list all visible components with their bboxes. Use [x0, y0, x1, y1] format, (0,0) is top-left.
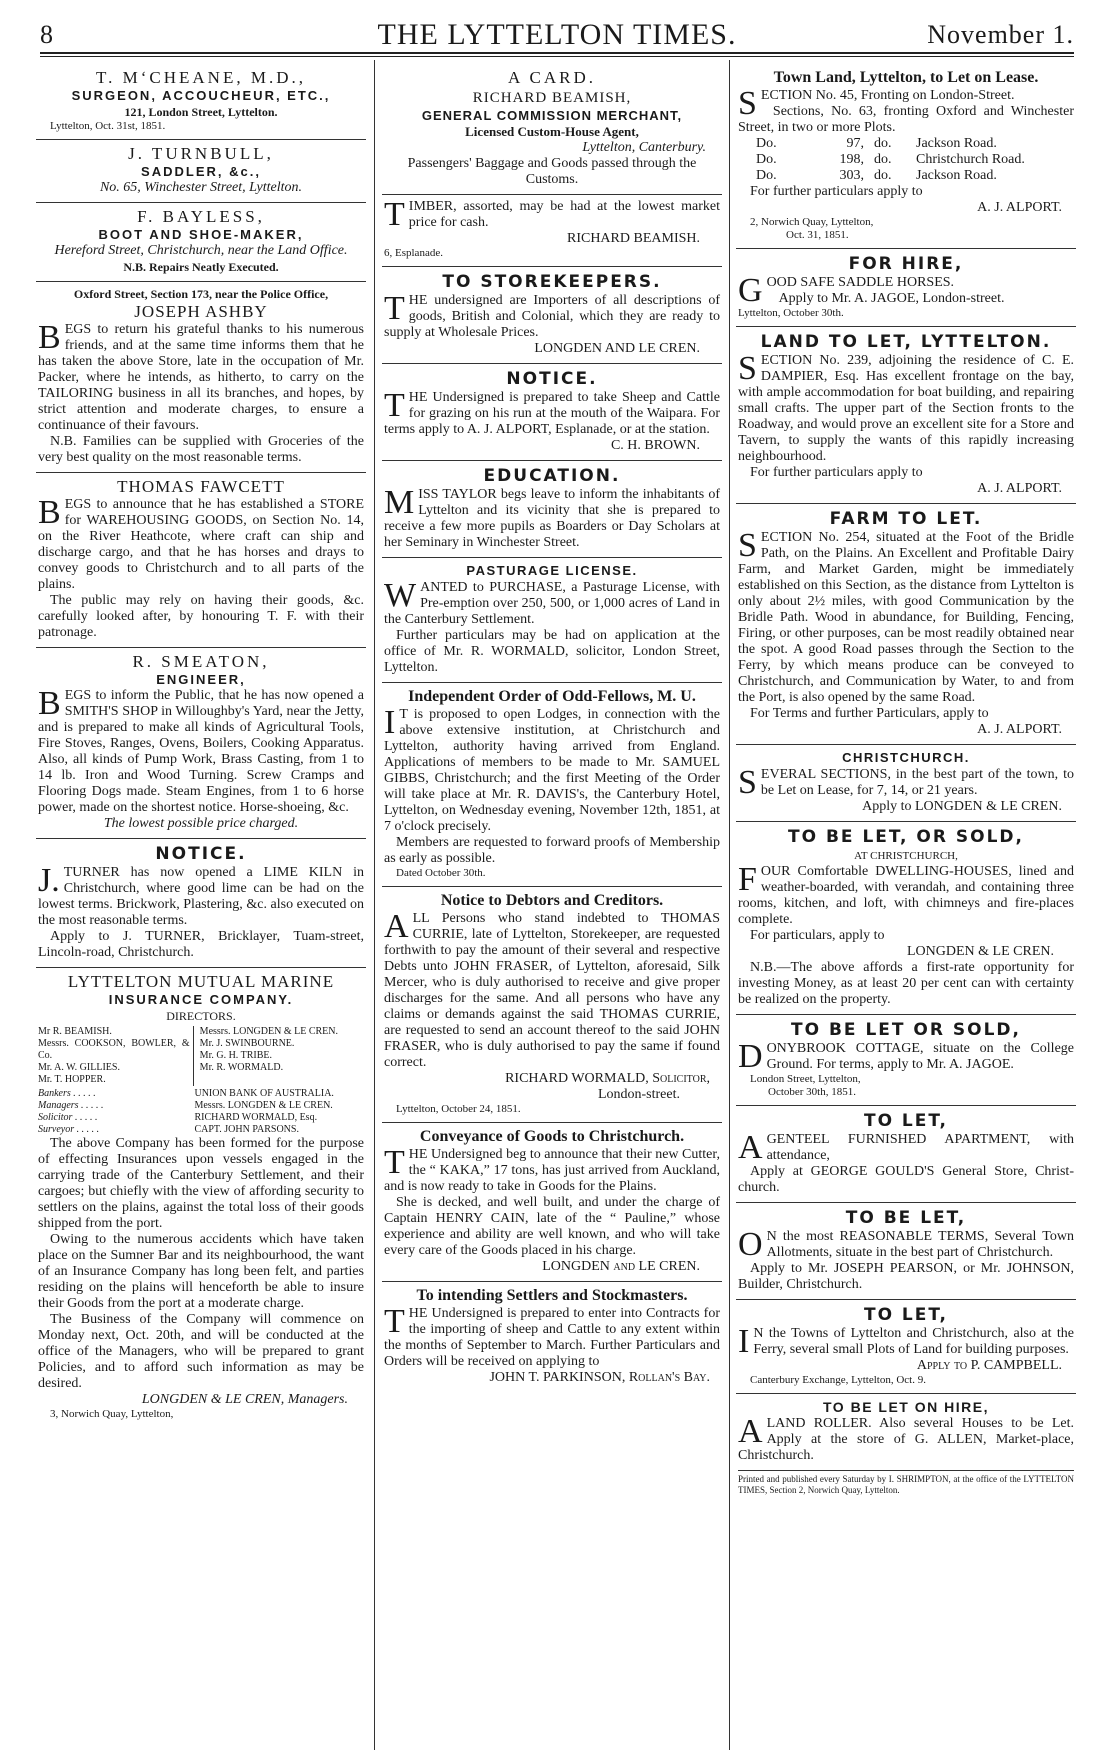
drop-cap: A — [738, 1413, 763, 1450]
ad-name: F. BAYLESS, — [137, 207, 265, 226]
plot-ditto-2: do. — [874, 152, 892, 167]
ad-heading: FARM TO LET. — [829, 509, 983, 529]
ad-body: Passengers' Baggage and Goods passed through the Customs. — [407, 156, 697, 187]
ad-reasonable-terms — [736, 1203, 1076, 1300]
ad-heading: TO LET, — [863, 1111, 949, 1131]
ad-signature: LONGDEN & LE CREN, Managers. — [141, 1392, 348, 1407]
issue-date: November 1. — [927, 20, 1074, 49]
drop-cap: S — [738, 85, 757, 122]
drop-cap: S — [738, 350, 757, 387]
ad-date: Lyttelton, October 24, 1851. — [396, 1103, 521, 1115]
ad-heading: A CARD. — [507, 68, 597, 87]
ad-address: London Street, Lyttelton, — [750, 1073, 861, 1085]
ad-body: ECTION No. 239, adjoining the residence of C. E. DAMPIER, Esq. Has excellent frontage on the bay, with ample accommodation for boat building, and repairing small crafts. The upper part of the Section fronts to the Roadway, and would prove an excellent site for a Store and Tavern, to supply the wants of this rapidly increasing neighbourhood. — [738, 353, 1074, 464]
masthead-rule — [40, 52, 1074, 54]
drop-cap: T — [384, 1144, 405, 1181]
director: Mr. T. HOPPER. — [38, 1074, 106, 1085]
ad-body-2: Sections, No. 63, fronting Oxford and Winchester Street, in two or more Plots. — [738, 104, 1074, 135]
ad-place: Lyttelton, Canterbury. — [582, 140, 706, 155]
ad-oddfellows — [382, 683, 722, 887]
ad-body-2: For further particulars apply to — [750, 465, 923, 480]
plot-number: 97, — [846, 136, 864, 151]
drop-cap: T — [384, 196, 405, 233]
ad-apartment — [736, 1106, 1076, 1203]
newspaper-title: THE LYTTELTON TIMES. — [377, 18, 737, 51]
drop-cap: O — [738, 1226, 763, 1263]
officer-row — [38, 1112, 364, 1124]
ad-body: T is proposed to open Lodges, in connection with the above extensive institution, at Christchurch and Lyttelton, authority having arrived from England. Applications of members to be made to Mr. SAMUEL GIBBS, Christchurch; and the first Meeting of the Order will take place at Mr. R. DAVIS's, the Canterbury Hotel, Lyttelton, on Wednesday evening, November 12th, 1851, at 7 o'clock precisely. — [384, 707, 720, 834]
ad-trade: GENERAL COMMISSION MERCHANT, — [421, 108, 683, 123]
ad-name: JOSEPH ASHBY — [134, 302, 268, 321]
drop-cap: G — [738, 272, 763, 309]
ad-turner-notice — [36, 839, 366, 968]
ad-ashby — [36, 282, 366, 473]
ad-heading: Independent Order of Odd-Fellows, M. U. — [408, 688, 696, 705]
ad-name: J. TURNBULL, — [128, 144, 274, 163]
ad-body: The above Company has been formed for the purpose of effecting Insurances upon vessels engaged in the carrying trade of the Canterbury Settlement, and their cargoes; but chiefly with the view of affording security to settlers on the plains, against the total loss of their goods shipped from the port. — [38, 1136, 364, 1231]
ad-body-2: For particulars, apply to — [750, 928, 885, 943]
ad-brown-notice — [382, 364, 722, 461]
drop-cap: B — [38, 685, 61, 722]
ad-body-2: Members are requested to forward proofs of Membership as early as possible. — [384, 835, 720, 866]
director: Mr. G. H. TRIBE. — [199, 1050, 272, 1061]
ad-heading: Conveyance of Goods to Christchurch. — [419, 1128, 685, 1145]
ad-land-roller — [736, 1394, 1076, 1502]
ad-signature: JOHN T. PARKINSON, Rollan's Bay. — [489, 1370, 710, 1385]
ad-address: 121, London Street, Lyttelton. — [124, 105, 278, 119]
ad-body-2: She is decked, and well built, and under the charge of Captain HENRY CAIN, late of the “ Pauline,” whose experience and ability are well known, and who will take every care of the Goods placed in his charge. — [384, 1195, 720, 1258]
drop-cap: T — [384, 1303, 405, 1340]
ad-body-2: Apply to P. CAMPBELL. — [916, 1358, 1062, 1373]
officer-role: Surveyor . . . . . — [38, 1124, 100, 1135]
ad-tagline: The lowest possible price charged. — [103, 816, 299, 831]
plot-row — [738, 168, 1074, 184]
plot-ditto: Do. — [756, 152, 777, 167]
ad-body-2: Further particulars may be had on application at the office of Mr. R. WORMALD, solicitor, London Street, Lyttelton. — [384, 628, 720, 675]
ad-let-or-sold — [736, 822, 1076, 1015]
ad-body: ISS TAYLOR begs leave to inform the inhabitants of Lyttelton and its vicinity that she is prepared to receive a few more pupils as Boarders or Day Scholars at her Seminary in Winchester Street. — [384, 487, 720, 550]
column-2 — [382, 64, 722, 1754]
plot-row — [738, 152, 1074, 168]
ad-heading: TO BE LET, — [845, 1208, 967, 1228]
officer-role: Managers . . . . . — [38, 1100, 104, 1111]
ad-heading: FOR HIRE, — [848, 254, 964, 274]
ad-beamish-card — [382, 64, 722, 195]
drop-cap: D — [738, 1038, 763, 1075]
ad-body: HE undersigned are Importers of all descriptions of goods, British and Colonial, which they are ready to supply at Wholesale Prices. — [384, 293, 720, 340]
plot-road: Jackson Road. — [916, 136, 997, 151]
masthead-rule-thin — [40, 56, 1074, 57]
ad-body-2: Apply at GEORGE GOULD'S General Store, Christ-church. — [738, 1164, 1074, 1195]
ad-debtors — [382, 887, 722, 1123]
plots-table — [738, 136, 1074, 184]
ad-body: N the Towns of Lyttelton and Christchurch, also at the Ferry, several small Plots of Land for building purposes. — [753, 1326, 1074, 1357]
ad-storekeepers — [382, 267, 722, 364]
ad-signature: LONGDEN & LE CREN. — [907, 944, 1054, 959]
officer-role: Bankers . . . . . — [38, 1088, 96, 1099]
ad-body: OUR Comfortable DWELLING-HOUSES, lined and weather-boarded, with verandah, and containing three rooms, kitchen, and loft, with chimneys and fire-places complete. — [738, 864, 1074, 927]
ad-address: No. 65, Winchester Street, Lyttelton. — [99, 180, 303, 195]
ad-towns-to-let — [736, 1300, 1076, 1394]
drop-cap: J. — [38, 862, 60, 899]
ad-body: ONYBROOK COTTAGE, situate on the College Ground. For terms, apply to Mr. A. JAGOE. — [766, 1041, 1074, 1072]
director: Mr R. BEAMISH. — [38, 1026, 112, 1037]
ad-pasturage — [382, 558, 722, 683]
page-number: 8 — [40, 20, 53, 49]
plot-number: 198, — [839, 152, 864, 167]
ad-education — [382, 461, 722, 558]
plot-road: Jackson Road. — [916, 168, 997, 183]
ad-address: Hereford Street, Christchurch, near the Land Office. — [54, 243, 348, 258]
column-divider — [374, 60, 375, 1750]
ad-insurance — [36, 968, 366, 1427]
ad-body-2: For Terms and further Particulars, apply to — [750, 706, 989, 721]
ad-name: THOMAS FAWCETT — [117, 477, 285, 496]
ad-body: GENTEEL FURNISHED APARTMENT, with attendance, — [766, 1132, 1074, 1163]
ad-body: HE Undersigned is prepared to enter into Contracts for the importing of sheep and Cattle to any extent within the months of September to March. Further Particulars and Orders will be received on applying to — [384, 1306, 720, 1369]
officer-row — [38, 1100, 364, 1112]
ad-name: RICHARD BEAMISH, — [472, 90, 632, 106]
ad-body-2: Apply to LONGDEN & LE CREN. — [862, 799, 1062, 814]
ad-date: October 30th, 1851. — [768, 1086, 856, 1098]
ad-signature: A. J. ALPORT. — [977, 722, 1062, 737]
ad-christchurch — [736, 745, 1076, 822]
plot-ditto-2: do. — [874, 168, 892, 183]
ad-smeaton — [36, 648, 366, 839]
ad-heading: TO BE LET, OR SOLD, — [787, 827, 1024, 847]
drop-cap: I — [738, 1323, 750, 1360]
ad-heading: PASTURAGE LICENSE. — [466, 563, 638, 578]
ad-body: N the most REASONABLE TERMS, Several Town Allotments, situate in the best part of Christchurch. — [766, 1229, 1074, 1260]
officer-row — [38, 1124, 364, 1136]
drop-cap: S — [738, 527, 757, 564]
ad-settlers — [382, 1282, 722, 1392]
ad-body-2: The public may rely on having their goods, &c. carefully looked after, by honouring T. F. with their patronage. — [38, 593, 364, 640]
column-1 — [36, 64, 366, 1754]
ad-heading: TO BE LET OR SOLD, — [791, 1020, 1021, 1040]
ad-body-2: Apply to Mr. JOSEPH PEARSON, or Mr. JOHNSON, Builder, Christchurch. — [738, 1261, 1074, 1292]
officer-role: Solicitor . . . . . — [38, 1112, 98, 1123]
director: Messrs. LONGDEN & LE CREN. — [199, 1026, 338, 1037]
ad-body: LAND ROLLER. Also several Houses to be Let. Apply at the store of G. ALLEN, Market-place, Christchurch. — [738, 1416, 1074, 1463]
drop-cap: S — [738, 764, 757, 801]
ad-body: LL Persons who stand indebted to THOMAS CURRIE, late of Lyttelton, Storekeeper, are requested forthwith to pay the amount of their several and respective Debts unto JOHN FRASER, of Lyttelton, aforesaid, Silk Mercer, who is duly authorised to receive and give proper discharges for the same. And all persons who have any claims or demands against the said THOMAS CURRIE, are requested to send an account thereof to the said JOHN FRASER, who is duly authorised to pay the same if found correct. — [384, 911, 720, 1070]
column-3 — [736, 64, 1076, 1754]
ad-timber — [382, 195, 722, 267]
ad-date: Lyttelton, Oct. 31st, 1851. — [50, 120, 166, 132]
drop-cap: I — [384, 704, 396, 741]
ad-body-2: Apply to Mr. A. JAGOE, London-street. — [778, 291, 1005, 306]
ad-for-hire — [736, 249, 1076, 327]
ad-address: 6, Esplanade. — [384, 247, 443, 259]
ad-address: 2, Norwich Quay, Lyttelton, — [750, 216, 874, 228]
officer-name: CAPT. JOHN PARSONS. — [194, 1124, 299, 1135]
directors-heading: DIRECTORS. — [166, 1009, 236, 1023]
director: Messrs. COOKSON, BOWLER, & Co. — [38, 1038, 190, 1061]
ad-turnbull — [36, 140, 366, 203]
ad-trade: INSURANCE COMPANY. — [108, 992, 294, 1007]
ad-body-3: For further particulars apply to — [750, 184, 923, 199]
ad-trade: SURGEON, ACCOUCHEUR, ETC., — [71, 88, 331, 103]
ad-body-2: Apply to J. TURNER, Bricklayer, Tuam-street, Lincoln-road, Christchurch. — [38, 929, 364, 960]
ad-body-2: Owing to the numerous accidents which have taken place on the Sumner Bar and its neighbourhood, the want of an Insurance Company has long been felt, and parties residing on the plains will henceforth be able to insure their Goods from the port at a moderate charge. — [38, 1232, 364, 1311]
ad-date: Lyttelton, October 30th. — [738, 307, 844, 319]
drop-cap: T — [384, 387, 405, 424]
ad-location: Oxford Street, Section 173, near the Police Office, — [73, 287, 329, 301]
ad-body: HE Undersigned is prepared to take Sheep and Cattle for grazing on his run at the mouth of the Waipara. For terms apply to A. J. ALPORT, Esplanade, or at the station. — [384, 390, 720, 437]
ad-mcheane — [36, 64, 366, 140]
drop-cap: W — [384, 577, 417, 614]
director: Mr. J. SWINBOURNE. — [199, 1038, 295, 1049]
ad-note: N.B. Repairs Neatly Executed. — [123, 260, 279, 274]
ad-body: EVERAL SECTIONS, in the best part of the town, to be Let on Lease, for 7, 14, or 21 years. — [760, 767, 1074, 798]
ad-body: ANTED to PURCHASE, a Pasturage License, with Pre-emption over 250, 500, or 1,000 acres of Land in the Canterbury Settlement. — [384, 580, 720, 627]
ad-body: OOD SAFE SADDLE HORSES. — [766, 275, 955, 290]
ad-donnybrook — [736, 1015, 1076, 1106]
drop-cap: A — [738, 1129, 763, 1166]
plot-ditto: Do. — [756, 136, 777, 151]
ad-signature: A. J. ALPORT. — [977, 200, 1062, 215]
ad-land-to-let — [736, 327, 1076, 504]
plot-ditto: Do. — [756, 168, 777, 183]
director: Mr. A. W. GILLIES. — [38, 1062, 120, 1073]
plot-row — [738, 136, 1074, 152]
ad-bayless — [36, 203, 366, 282]
ad-nb: N.B.—The above affords a first-rate opportunity for investing Money, as at least 20 per cent can with certainty be realized on the property. — [738, 960, 1074, 1007]
ad-body: ECTION No. 254, situated at the Foot of the Bridle Path, on the Plains. An Excellent and Profitable Dairy Farm, and Market Garden, might be immediately established on this Section, as the distance from Lyttelton is only about 2½ miles, with good Communication by the Bridle Path. Wood in abundance, for Building, Fencing, Firing, or other purposes, can be most readily obtained near the spot. A good Road passes through the Section to the Ferry, by which means produce can be conveyed to Christchurch, and Communication by Water, to and from the Port, is also opened by the same Road. — [738, 530, 1074, 705]
ad-heading: CHRISTCHURCH. — [842, 750, 970, 765]
masthead — [40, 14, 1074, 52]
ad-body: ECTION No. 45, Fronting on London-Street. — [760, 88, 1015, 103]
plot-ditto-2: do. — [874, 136, 892, 151]
ad-body: EGS to return his grateful thanks to his numerous friends, and at the same time informs them that he has taken the above Store, late in the occupation of Mr. Packer, where he intends, as hitherto, to carry on the TAILORING business in all its branches, and hopes, by strict attention and moderate charges, to ensure a continuance of their favours. — [38, 322, 364, 433]
ad-heading: LAND TO LET, LYTTELTON. — [760, 332, 1052, 352]
officer-row — [38, 1088, 364, 1100]
officer-name: UNION BANK OF AUSTRALIA. — [194, 1088, 334, 1099]
drop-cap: M — [384, 484, 415, 521]
ad-conveyance — [382, 1123, 722, 1282]
ad-date: Dated October 30th. — [396, 867, 486, 879]
drop-cap: B — [38, 494, 61, 531]
directors-list — [38, 1026, 364, 1086]
column-divider — [729, 60, 730, 1750]
ad-name: R. SMEATON, — [132, 652, 270, 671]
ad-signature: RICHARD WORMALD, Solicitor, — [505, 1071, 710, 1086]
plot-number: 303, — [839, 168, 864, 183]
drop-cap: B — [38, 319, 61, 356]
ad-name: LYTTELTON MUTUAL MARINE — [67, 972, 335, 991]
ad-signature: C. H. BROWN. — [610, 438, 700, 453]
ad-body: EGS to inform the Public, that he has now opened a SMITH'S SHOP in Willoughby's Yard, near the Jetty, and is prepared to make all kinds of Agricultural Tools, Fire Stoves, Ranges, Ovens, Boilers, Cooking Apparatus. Also, all kinds of Pump Work, Brass Casting, from 1 to 14 lb. Iron and Wood Turning. Screw Cramps and Flooring Dogs made. Steam Engines, from 1 to 6 horse power, made on the shortest notice. Horse-shoeing, &c. — [38, 688, 364, 815]
ad-body: TURNER has now opened a LIME KILN in Christchurch, where good lime can be had on the lowest terms. Brickwork, Plastering, &c. also executed on the most reasonable terms. — [38, 865, 364, 928]
officer-name: RICHARD WORMALD, Esq. — [194, 1112, 318, 1123]
director: Mr. R. WORMALD. — [199, 1062, 284, 1073]
printer-imprint: Printed and published every Saturday by I. SHRIMPTON, at the office of the LYTTELTON TIMES, Section 2, Norwich Quay, Lyttelton. — [738, 1470, 1074, 1496]
ad-signature: RICHARD BEAMISH. — [566, 231, 700, 246]
drop-cap: F — [738, 861, 757, 898]
ad-heading: Town Land, Lyttelton, to Let on Lease. — [773, 69, 1039, 86]
ad-heading: TO BE LET ON HIRE, — [823, 1399, 989, 1415]
ad-farm — [736, 504, 1076, 745]
officer-name: Messrs. LONGDEN & LE CREN. — [194, 1100, 333, 1111]
drop-cap: T — [384, 290, 405, 327]
ad-body-3: The Business of the Company will commence on Monday next, Oct. 20th, and will be conducted at the office of the Managers, who will be prepared to grant Policies, and to afford such information as may be desired. — [38, 1312, 364, 1391]
ad-signature: LONGDEN AND LE CREN. — [534, 341, 700, 356]
ad-heading: TO STOREKEEPERS. — [442, 272, 662, 292]
ad-signature: A. J. ALPORT. — [977, 481, 1062, 496]
ad-heading: NOTICE. — [506, 369, 598, 389]
ad-address: 3, Norwich Quay, Lyttelton, — [50, 1408, 174, 1420]
ad-name: T. M‘CHEANE, M.D., — [96, 68, 306, 87]
ad-subtitle: Licensed Custom-House Agent, — [465, 124, 639, 139]
ad-heading: EDUCATION. — [483, 466, 621, 486]
ad-subheading: AT CHRISTCHURCH, — [854, 850, 958, 862]
plot-road: Christchurch Road. — [916, 152, 1025, 167]
ad-trade: BOOT AND SHOE-MAKER, — [98, 227, 304, 242]
ad-signature-2: London-street. — [597, 1087, 680, 1102]
ad-town-land — [736, 64, 1076, 249]
ad-heading: Notice to Debtors and Creditors. — [440, 892, 664, 909]
ad-signature: LONGDEN and LE CREN. — [542, 1259, 700, 1274]
ad-body: EGS to announce that he has established a STORE for WAREHOUSING GOODS, on Section No. 14, on the River Heathcote, where craft can ship and discharge cargo, and that he has horses and drays to convey goods to Christchurch and to all parts of the plains. — [38, 497, 364, 592]
ad-nb: N.B. Families can be supplied with Groceries of the very best quality on the most reasonable terms. — [38, 434, 364, 465]
ad-heading: To intending Settlers and Stockmasters. — [416, 1287, 688, 1304]
ad-heading: NOTICE. — [155, 844, 247, 864]
ad-date: Oct. 31, 1851. — [786, 229, 849, 241]
ad-date: Canterbury Exchange, Lyttelton, Oct. 9. — [750, 1374, 926, 1386]
drop-cap: A — [384, 908, 409, 945]
ad-trade: ENGINEER, — [156, 672, 246, 687]
ad-trade: SADDLER, &c., — [141, 164, 261, 179]
ad-body: IMBER, assorted, may be had at the lowest market price for cash. — [408, 199, 720, 230]
ad-body: HE Undersigned beg to announce that their new Cutter, the “ KAKA,” 17 tons, has just arrived from Auckland, and is now ready to take in Goods for the Plains. — [384, 1147, 720, 1194]
ad-fawcett — [36, 473, 366, 648]
ad-heading: TO LET, — [863, 1305, 949, 1325]
